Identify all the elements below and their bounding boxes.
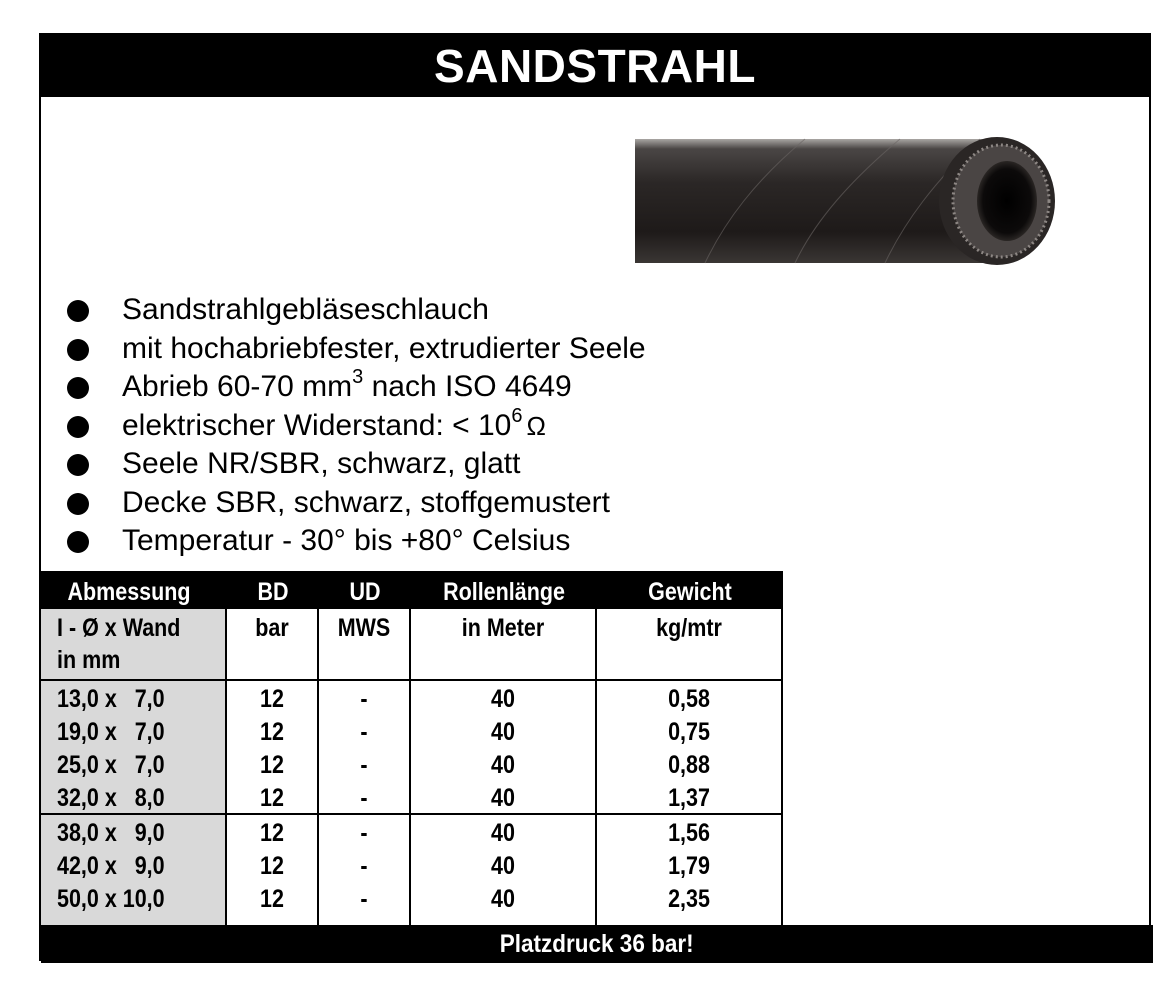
bullet-icon xyxy=(67,416,89,438)
burst-pressure-footer: Platzdruck 36 bar! xyxy=(41,925,1153,963)
cell-gewicht: 0,75 xyxy=(668,718,710,746)
header-ud: UD xyxy=(349,578,381,606)
cell-gewicht: 1,79 xyxy=(668,852,710,880)
page-title: SANDSTRAHL xyxy=(41,35,1149,97)
cell-bd: 12 xyxy=(260,852,284,880)
cell-abmessung: 42,0 x 9,0 xyxy=(57,852,165,880)
column-divider xyxy=(225,609,227,925)
cell-bd: 12 xyxy=(260,751,284,779)
bullet-icon xyxy=(67,531,89,553)
feature-list xyxy=(65,291,646,561)
table-right-border xyxy=(781,607,783,927)
cell-ud: - xyxy=(360,718,368,746)
header-gewicht: Gewicht xyxy=(648,578,732,606)
cell-gewicht: 1,37 xyxy=(668,784,710,812)
table-header xyxy=(41,571,783,609)
column-divider xyxy=(595,609,597,925)
feature-item: Decke SBR, schwarz, stoffgemustert xyxy=(65,484,646,523)
feature-item: Temperatur - 30° bis +80° Celsius xyxy=(65,522,646,561)
cell-abmessung: 19,0 x 7,0 xyxy=(57,718,165,746)
cell-rolle: 40 xyxy=(491,685,515,713)
cell-abmessung: 13,0 x 7,0 xyxy=(57,685,165,713)
cell-rolle: 40 xyxy=(491,819,515,847)
cell-bd: 12 xyxy=(260,784,284,812)
column-divider xyxy=(409,609,411,925)
datasheet-frame xyxy=(39,33,1151,961)
bullet-icon xyxy=(67,339,89,361)
feature-item: Abrieb 60-70 $mm^3$ nach ISO 4649 xyxy=(65,368,646,407)
bullet-icon xyxy=(67,300,89,322)
feature-item: Sandstrahlgebläseschlauch xyxy=(65,291,646,330)
cell-abmessung: 50,0 x 10,0 xyxy=(57,885,165,913)
unit-bd: bar xyxy=(255,614,289,642)
cell-ud: - xyxy=(360,885,368,913)
unit-ud: MWS xyxy=(337,614,391,642)
unit-abmessung-2: in mm xyxy=(57,646,121,674)
bullet-icon xyxy=(67,454,89,476)
feature-item: Seele NR/SBR, schwarz, glatt xyxy=(65,445,646,484)
feature-item: mit hochabriebfester, extrudierter Seele xyxy=(65,330,646,369)
cell-rolle: 40 xyxy=(491,885,515,913)
unit-gewicht: kg/mtr xyxy=(656,614,722,642)
cell-bd: 12 xyxy=(260,819,284,847)
cell-ud: - xyxy=(360,685,368,713)
bullet-icon xyxy=(67,377,89,399)
cell-ud: - xyxy=(360,852,368,880)
cell-gewicht: 2,35 xyxy=(668,885,710,913)
bullet-icon xyxy=(67,493,89,515)
unit-abmessung-1: I - Ø x Wand xyxy=(57,614,181,642)
cell-bd: 12 xyxy=(260,685,284,713)
cell-abmessung: 38,0 x 9,0 xyxy=(57,819,165,847)
column-divider xyxy=(317,609,319,925)
header-rollenlaenge: Rollenlänge xyxy=(443,578,565,606)
hose-image xyxy=(635,131,1057,271)
cell-gewicht: 0,88 xyxy=(668,751,710,779)
feature-item: elektrischer Widerstand: < $10^6$ Ω xyxy=(65,407,646,446)
cell-gewicht: 1,56 xyxy=(668,819,710,847)
cell-ud: - xyxy=(360,819,368,847)
cell-bd: 12 xyxy=(260,885,284,913)
cell-ud: - xyxy=(360,784,368,812)
header-abmessung: Abmessung xyxy=(67,578,191,606)
unit-rolle: in Meter xyxy=(461,614,545,642)
cell-rolle: 40 xyxy=(491,751,515,779)
cell-abmessung: 32,0 x 8,0 xyxy=(57,784,165,812)
cell-bd: 12 xyxy=(260,718,284,746)
cell-ud: - xyxy=(360,751,368,779)
cell-rolle: 40 xyxy=(491,784,515,812)
ohm-symbol: Ω xyxy=(526,410,546,441)
cell-abmessung: 25,0 x 7,0 xyxy=(57,751,165,779)
header-bd: BD xyxy=(257,578,289,606)
cell-rolle: 40 xyxy=(491,718,515,746)
cell-rolle: 40 xyxy=(491,852,515,880)
row-divider xyxy=(41,679,783,681)
cell-gewicht: 0,58 xyxy=(668,685,710,713)
